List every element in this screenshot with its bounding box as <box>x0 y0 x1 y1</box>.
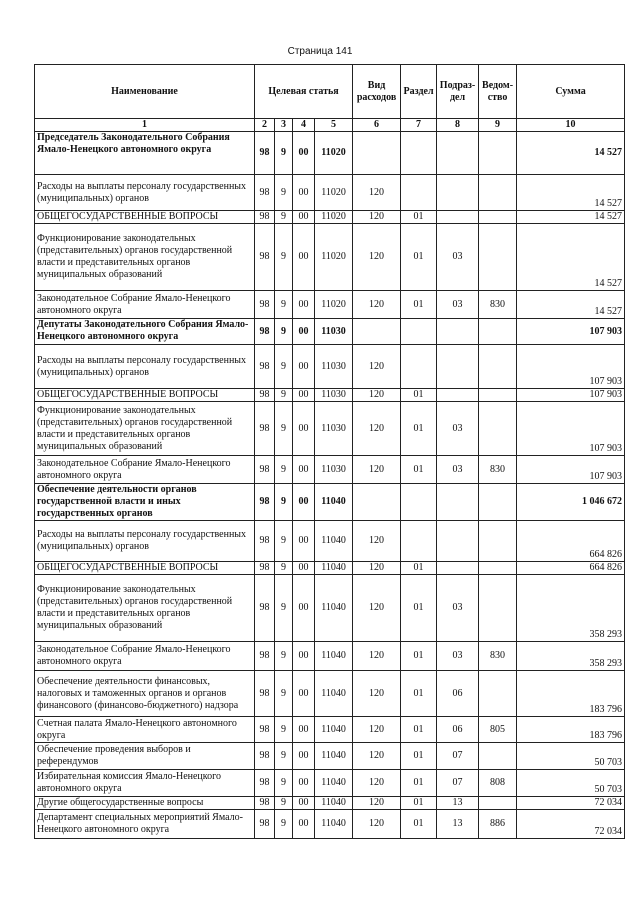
target-code-1: 98 <box>255 797 275 810</box>
column-number: 7 <box>401 119 437 132</box>
header-department: Ведом-ство <box>479 65 517 119</box>
table-row <box>35 211 625 224</box>
department-code: 808 <box>479 770 517 797</box>
row-sum: 358 293 <box>517 642 625 671</box>
header-subsection: Подраз-дел <box>437 65 479 119</box>
table-row <box>35 175 625 211</box>
row-sum: 664 826 <box>517 521 625 562</box>
row-name: ОБЩЕГОСУДАРСТВЕННЫЕ ВОПРОСЫ <box>35 211 255 224</box>
row-sum: 14 527 <box>517 224 625 291</box>
target-code-4: 11040 <box>315 797 353 810</box>
subsection-code: 03 <box>437 456 479 484</box>
table-row <box>35 562 625 575</box>
target-code-3: 00 <box>293 345 315 389</box>
target-code-4: 11030 <box>315 319 353 345</box>
section-code: 01 <box>401 456 437 484</box>
department-code <box>479 345 517 389</box>
target-code-2: 9 <box>275 562 293 575</box>
table-row <box>35 224 625 291</box>
expense-type: 120 <box>353 224 401 291</box>
row-sum: 107 903 <box>517 456 625 484</box>
target-code-4: 11040 <box>315 717 353 743</box>
target-code-4: 11040 <box>315 562 353 575</box>
target-code-2: 9 <box>275 797 293 810</box>
subsection-code <box>437 521 479 562</box>
header-name: Наименование <box>35 65 255 119</box>
subsection-code: 03 <box>437 402 479 456</box>
target-code-3: 00 <box>293 456 315 484</box>
target-code-1: 98 <box>255 456 275 484</box>
subsection-code <box>437 175 479 211</box>
subsection-code: 07 <box>437 770 479 797</box>
target-code-3: 00 <box>293 743 315 770</box>
table-row <box>35 642 625 671</box>
row-name: Расходы на выплаты персоналу государственных (муниципальных) органов <box>35 345 255 389</box>
row-sum: 107 903 <box>517 319 625 345</box>
target-code-2: 9 <box>275 642 293 671</box>
section-code: 01 <box>401 797 437 810</box>
department-code <box>479 575 517 642</box>
row-sum: 107 903 <box>517 402 625 456</box>
table-row <box>35 671 625 717</box>
target-code-1: 98 <box>255 671 275 717</box>
table-row <box>35 402 625 456</box>
target-code-3: 00 <box>293 562 315 575</box>
expense-type: 120 <box>353 575 401 642</box>
row-name: Обеспечение деятельности финансовых, налоговых и таможенных органов и органов финансового (финансово-бюджетного) надзора <box>35 671 255 717</box>
row-name: Функционирование законодательных (представительных) органов государственной власти и представительных органов муниципальных образований <box>35 402 255 456</box>
subsection-code: 06 <box>437 717 479 743</box>
subsection-code: 03 <box>437 642 479 671</box>
department-code <box>479 389 517 402</box>
subsection-code <box>437 132 479 175</box>
target-code-1: 98 <box>255 291 275 319</box>
target-code-1: 98 <box>255 224 275 291</box>
section-code: 01 <box>401 770 437 797</box>
row-sum: 1 046 672 <box>517 484 625 521</box>
table-row <box>35 810 625 839</box>
target-code-2: 9 <box>275 810 293 839</box>
expense-type: 120 <box>353 402 401 456</box>
target-code-4: 11020 <box>315 211 353 224</box>
department-code <box>479 211 517 224</box>
target-code-1: 98 <box>255 175 275 211</box>
row-sum: 14 527 <box>517 291 625 319</box>
row-sum: 14 527 <box>517 211 625 224</box>
subsection-code <box>437 211 479 224</box>
department-code <box>479 484 517 521</box>
section-code: 01 <box>401 211 437 224</box>
department-code <box>479 402 517 456</box>
table-row <box>35 132 625 175</box>
table-row <box>35 743 625 770</box>
subsection-code <box>437 389 479 402</box>
target-code-4: 11020 <box>315 291 353 319</box>
department-code: 830 <box>479 456 517 484</box>
target-code-2: 9 <box>275 389 293 402</box>
expense-type <box>353 484 401 521</box>
row-sum: 72 034 <box>517 810 625 839</box>
row-sum: 14 527 <box>517 175 625 211</box>
expense-type: 120 <box>353 717 401 743</box>
department-code <box>479 743 517 770</box>
target-code-3: 00 <box>293 224 315 291</box>
expense-type <box>353 132 401 175</box>
column-number: 10 <box>517 119 625 132</box>
department-code <box>479 671 517 717</box>
table-row <box>35 770 625 797</box>
target-code-1: 98 <box>255 642 275 671</box>
column-number: 2 <box>255 119 275 132</box>
row-name: Председатель Законодательного Собрания Ямало-Ненецкого автономного округа <box>35 132 255 175</box>
expense-type: 120 <box>353 743 401 770</box>
target-code-2: 9 <box>275 224 293 291</box>
row-name: Расходы на выплаты персоналу государственных (муниципальных) органов <box>35 521 255 562</box>
section-code: 01 <box>401 717 437 743</box>
expense-type: 120 <box>353 175 401 211</box>
target-code-1: 98 <box>255 770 275 797</box>
target-code-3: 00 <box>293 211 315 224</box>
row-name: Счетная палата Ямало-Ненецкого автономного округа <box>35 717 255 743</box>
column-number: 5 <box>315 119 353 132</box>
expense-type <box>353 319 401 345</box>
section-code: 01 <box>401 671 437 717</box>
table-row <box>35 319 625 345</box>
row-name: Законодательное Собрание Ямало-Ненецкого автономного округа <box>35 642 255 671</box>
target-code-2: 9 <box>275 402 293 456</box>
department-code: 830 <box>479 291 517 319</box>
department-code <box>479 175 517 211</box>
target-code-1: 98 <box>255 319 275 345</box>
section-code <box>401 175 437 211</box>
target-code-2: 9 <box>275 521 293 562</box>
row-sum: 50 703 <box>517 770 625 797</box>
section-code: 01 <box>401 389 437 402</box>
column-number: 6 <box>353 119 401 132</box>
subsection-code: 07 <box>437 743 479 770</box>
row-name: Другие общегосударственные вопросы <box>35 797 255 810</box>
target-code-1: 98 <box>255 521 275 562</box>
expense-type: 120 <box>353 810 401 839</box>
row-name: Обеспечение проведения выборов и референдумов <box>35 743 255 770</box>
row-name: Законодательное Собрание Ямало-Ненецкого автономного округа <box>35 291 255 319</box>
row-name: ОБЩЕГОСУДАРСТВЕННЫЕ ВОПРОСЫ <box>35 389 255 402</box>
column-number: 4 <box>293 119 315 132</box>
expense-type: 120 <box>353 389 401 402</box>
section-code: 01 <box>401 743 437 770</box>
expense-type: 120 <box>353 671 401 717</box>
subsection-code: 13 <box>437 810 479 839</box>
department-code <box>479 319 517 345</box>
expense-type: 120 <box>353 345 401 389</box>
target-code-1: 98 <box>255 717 275 743</box>
subsection-code: 03 <box>437 575 479 642</box>
target-code-4: 11020 <box>315 175 353 211</box>
section-code: 01 <box>401 642 437 671</box>
row-name: Законодательное Собрание Ямало-Ненецкого автономного округа <box>35 456 255 484</box>
target-code-4: 11040 <box>315 521 353 562</box>
row-name: Избирательная комиссия Ямало-Ненецкого автономного округа <box>35 770 255 797</box>
target-code-1: 98 <box>255 484 275 521</box>
page-number: Страница 141 <box>287 46 353 57</box>
subsection-code <box>437 319 479 345</box>
table-row <box>35 291 625 319</box>
table-row <box>35 717 625 743</box>
target-code-2: 9 <box>275 671 293 717</box>
target-code-2: 9 <box>275 484 293 521</box>
target-code-2: 9 <box>275 319 293 345</box>
budget-table <box>34 64 625 839</box>
header-sum: Сумма <box>517 65 625 119</box>
row-sum: 50 703 <box>517 743 625 770</box>
expense-type: 120 <box>353 521 401 562</box>
target-code-2: 9 <box>275 743 293 770</box>
row-sum: 107 903 <box>517 345 625 389</box>
expense-type: 120 <box>353 562 401 575</box>
target-code-2: 9 <box>275 291 293 319</box>
target-code-3: 00 <box>293 389 315 402</box>
target-code-1: 98 <box>255 575 275 642</box>
section-code: 01 <box>401 402 437 456</box>
table-row <box>35 797 625 810</box>
header-expense-type: Вид расходов <box>353 65 401 119</box>
target-code-1: 98 <box>255 132 275 175</box>
target-code-2: 9 <box>275 345 293 389</box>
expense-type: 120 <box>353 211 401 224</box>
target-code-2: 9 <box>275 770 293 797</box>
row-sum: 664 826 <box>517 562 625 575</box>
target-code-4: 11040 <box>315 575 353 642</box>
row-sum: 72 034 <box>517 797 625 810</box>
target-code-4: 11020 <box>315 132 353 175</box>
row-name: Функционирование законодательных (представительных) органов государственной власти и представительных органов муниципальных образований <box>35 575 255 642</box>
department-code <box>479 521 517 562</box>
table-row <box>35 345 625 389</box>
subsection-code <box>437 562 479 575</box>
table-row <box>35 456 625 484</box>
department-code: 830 <box>479 642 517 671</box>
section-code: 01 <box>401 224 437 291</box>
section-code: 01 <box>401 810 437 839</box>
department-code <box>479 797 517 810</box>
target-code-1: 98 <box>255 743 275 770</box>
target-code-3: 00 <box>293 797 315 810</box>
expense-type: 120 <box>353 797 401 810</box>
target-code-3: 00 <box>293 575 315 642</box>
target-code-2: 9 <box>275 175 293 211</box>
header-row <box>35 65 625 119</box>
target-code-1: 98 <box>255 810 275 839</box>
target-code-4: 11020 <box>315 224 353 291</box>
section-code <box>401 521 437 562</box>
target-code-1: 98 <box>255 389 275 402</box>
target-code-4: 11040 <box>315 810 353 839</box>
column-number: 8 <box>437 119 479 132</box>
expense-type: 120 <box>353 770 401 797</box>
target-code-4: 11030 <box>315 456 353 484</box>
target-code-3: 00 <box>293 175 315 211</box>
target-code-4: 11030 <box>315 345 353 389</box>
target-code-4: 11040 <box>315 671 353 717</box>
subsection-code <box>437 345 479 389</box>
section-code <box>401 132 437 175</box>
expense-type: 120 <box>353 456 401 484</box>
subsection-code: 13 <box>437 797 479 810</box>
target-code-3: 00 <box>293 402 315 456</box>
table-row <box>35 484 625 521</box>
target-code-3: 00 <box>293 521 315 562</box>
target-code-4: 11030 <box>315 389 353 402</box>
target-code-2: 9 <box>275 211 293 224</box>
row-sum: 183 796 <box>517 717 625 743</box>
table-row <box>35 521 625 562</box>
target-code-2: 9 <box>275 456 293 484</box>
column-number: 9 <box>479 119 517 132</box>
expense-type: 120 <box>353 291 401 319</box>
target-code-3: 00 <box>293 810 315 839</box>
target-code-4: 11030 <box>315 402 353 456</box>
row-sum: 183 796 <box>517 671 625 717</box>
target-code-3: 00 <box>293 291 315 319</box>
row-sum: 107 903 <box>517 389 625 402</box>
target-code-4: 11040 <box>315 770 353 797</box>
row-name: Расходы на выплаты персоналу государственных (муниципальных) органов <box>35 175 255 211</box>
subsection-code <box>437 484 479 521</box>
row-name: ОБЩЕГОСУДАРСТВЕННЫЕ ВОПРОСЫ <box>35 562 255 575</box>
target-code-3: 00 <box>293 770 315 797</box>
target-code-4: 11040 <box>315 743 353 770</box>
target-code-4: 11040 <box>315 642 353 671</box>
header-target-article: Целевая статья <box>255 65 353 119</box>
department-code: 886 <box>479 810 517 839</box>
row-name: Функционирование законодательных (представительных) органов государственной власти и представительных органов муниципальных образований <box>35 224 255 291</box>
row-sum: 14 527 <box>517 132 625 175</box>
section-code <box>401 319 437 345</box>
header-section: Раздел <box>401 65 437 119</box>
section-code: 01 <box>401 562 437 575</box>
target-code-3: 00 <box>293 642 315 671</box>
column-number: 3 <box>275 119 293 132</box>
row-name: Обеспечение деятельности органов государственной власти и иных государственных органов <box>35 484 255 521</box>
expense-type: 120 <box>353 642 401 671</box>
target-code-2: 9 <box>275 717 293 743</box>
target-code-1: 98 <box>255 562 275 575</box>
section-code <box>401 484 437 521</box>
subsection-code: 03 <box>437 291 479 319</box>
row-sum: 358 293 <box>517 575 625 642</box>
section-code: 01 <box>401 291 437 319</box>
table-row <box>35 575 625 642</box>
target-code-3: 00 <box>293 484 315 521</box>
target-code-3: 00 <box>293 319 315 345</box>
department-code: 805 <box>479 717 517 743</box>
department-code <box>479 132 517 175</box>
subsection-code: 06 <box>437 671 479 717</box>
target-code-4: 11040 <box>315 484 353 521</box>
section-code <box>401 345 437 389</box>
subsection-code: 03 <box>437 224 479 291</box>
target-code-1: 98 <box>255 345 275 389</box>
department-code <box>479 224 517 291</box>
target-code-3: 00 <box>293 717 315 743</box>
target-code-1: 98 <box>255 211 275 224</box>
table-row <box>35 389 625 402</box>
column-number: 1 <box>35 119 255 132</box>
target-code-2: 9 <box>275 132 293 175</box>
row-name: Департамент специальных мероприятий Ямало-Ненецкого автономного округа <box>35 810 255 839</box>
target-code-2: 9 <box>275 575 293 642</box>
column-number-row <box>35 119 625 132</box>
department-code <box>479 562 517 575</box>
section-code: 01 <box>401 575 437 642</box>
target-code-1: 98 <box>255 402 275 456</box>
target-code-3: 00 <box>293 671 315 717</box>
row-name: Депутаты Законодательного Собрания Ямало-Ненецкого автономного округа <box>35 319 255 345</box>
target-code-3: 00 <box>293 132 315 175</box>
